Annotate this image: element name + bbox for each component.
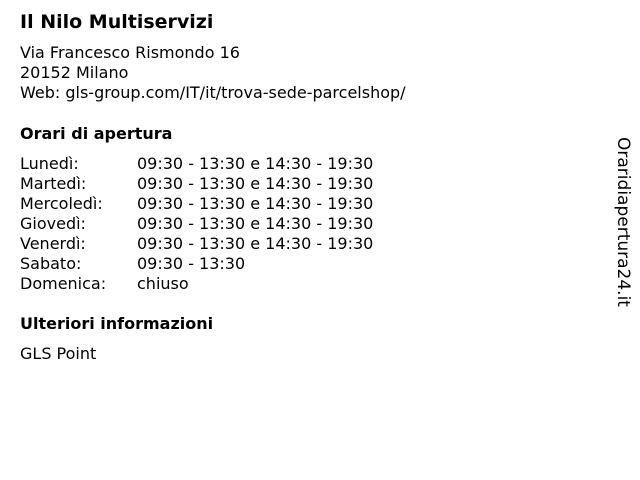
time-range: 09:30 - 13:30 e 14:30 - 19:30 [137,214,374,233]
opening-hours-heading: Orari di apertura [20,124,173,143]
time-range: 09:30 - 13:30 e 14:30 - 19:30 [137,154,374,173]
day-label: Domenica: [20,274,107,293]
day-label: Sabato: [20,254,82,273]
site-watermark: Oraridiapertura24.it [613,137,633,307]
website: Web: gls-group.com/IT/it/trova-sede-parcelshop/ [20,83,406,102]
hours-row-tuesday [20,174,373,194]
time-range: chiuso [137,274,189,293]
hours-row-friday [20,234,373,254]
time-range: 09:30 - 13:30 [137,254,246,273]
day-label: Lunedì: [20,154,79,173]
time-range: 09:30 - 13:30 e 14:30 - 19:30 [137,194,374,213]
hours-row-monday [20,154,373,174]
hours-row-wednesday [20,194,373,214]
time-range: 09:30 - 13:30 e 14:30 - 19:30 [137,234,374,253]
opening-hours-list [20,154,373,294]
additional-info-text: GLS Point [20,344,97,363]
hours-row-thursday [20,214,373,234]
business-name: Il Nilo Multiservizi [20,11,214,33]
time-range: 09:30 - 13:30 e 14:30 - 19:30 [137,174,374,193]
address-block [20,43,406,103]
additional-info-heading: Ulteriori informazioni [20,314,214,333]
day-label: Giovedì: [20,214,86,233]
day-label: Martedì: [20,174,87,193]
street-address: Via Francesco Rismondo 16 [20,43,240,62]
hours-row-sunday [20,274,373,294]
day-label: Venerdì: [20,234,86,253]
hours-row-saturday [20,254,373,274]
day-label: Mercoledì: [20,194,103,213]
city-postal: 20152 Milano [20,63,129,82]
